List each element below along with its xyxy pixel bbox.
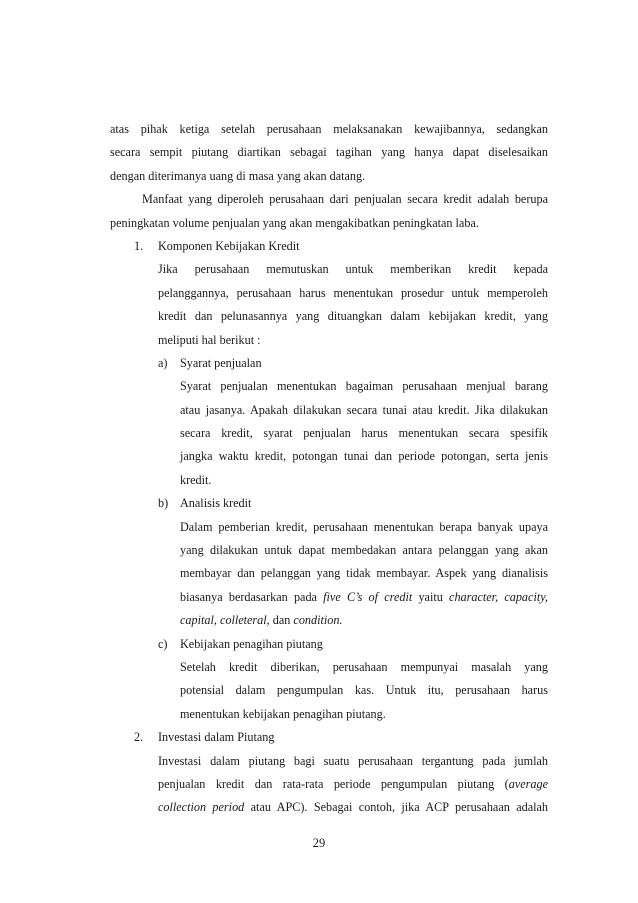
list-body-line: pelanggannya, perusahaan harus menentukan prosedur untuk memperoleh [158, 285, 548, 300]
list-body-line: Investasi dalam piutang bagi suatu perusahaan tergantung pada jumlah [158, 753, 548, 768]
page-number: 29 [312, 836, 326, 850]
paragraph-line: peningkatan volume penjualan yang akan mengakibatkan peningkatan laba. [110, 215, 479, 230]
italic-term: character, capacity, [449, 589, 548, 604]
paragraph-line: secara sempit piutang diartikan sebagai tagihan yang hanya dapat diselesaikan [110, 145, 548, 160]
sublist-body-line: kredit. [180, 472, 212, 487]
paragraph-line: Manfaat yang diperoleh perusahaan dari penjualan secara kredit adalah berupa [142, 192, 548, 207]
sublist-body-line: membayar dan pelanggan yang tidak membayar. Aspek yang dianalisis [180, 566, 548, 581]
list-body-line: meliputi hal berikut : [158, 332, 261, 347]
sublist-item-title: Analisis kredit [180, 496, 252, 511]
sublist-body-line: potensial dalam pengumpulan kas. Untuk itu, perusahaan harus [180, 683, 548, 698]
sublist-letter: c) [158, 636, 168, 651]
sublist-body-line: atau jasanya. Apakah dilakukan secara tunai atau kredit. Jika dilakukan [180, 402, 548, 417]
sublist-item-heading [110, 492, 548, 515]
text-run: biasanya berdasarkan pada [180, 589, 324, 604]
italic-term: five C’s of credit [323, 589, 413, 604]
list-number: 1. [134, 238, 144, 253]
list-item-heading [110, 235, 548, 258]
sublist-body-line [110, 586, 548, 609]
sublist-item-heading [110, 352, 548, 375]
sublist-body-line [110, 609, 548, 632]
sublist-body-line: Dalam pemberian kredit, perusahaan menentukan berapa banyak upaya [180, 519, 548, 534]
sublist-letter: b) [158, 496, 169, 511]
paragraph-line: dengan diterimanya uang di masa yang akan datang. [110, 168, 366, 183]
list-body-line [110, 773, 548, 796]
list-item-title: Investasi dalam Piutang [158, 730, 275, 745]
sublist-body-line: Syarat penjualan menentukan bagaiman perusahaan menjual barang [180, 379, 548, 394]
sublist-body-line: yang dilakukan untuk dapat membedakan antara pelanggan yang akan [180, 543, 548, 558]
list-body-line [110, 796, 548, 819]
list-item-heading [110, 726, 548, 749]
text-run: dan [269, 613, 294, 628]
list-body-line: Jika perusahaan memutuskan untuk memberikan kredit kepada [158, 262, 548, 277]
sublist-letter: a) [158, 355, 168, 370]
italic-term: capital, colleteral, [180, 613, 270, 628]
sublist-body-line: menentukan kebijakan penagihan piutang. [180, 706, 386, 721]
list-number: 2. [134, 730, 144, 745]
sublist-body-line: secara kredit, syarat penjualan harus menentukan secara spesifik [180, 426, 548, 441]
sublist-body-line: jangka waktu kredit, potongan tunai dan periode potongan, serta jenis [180, 449, 548, 464]
list-body-line: kredit dan pelunasannya yang dituangkan dalam kebijakan kredit, yang [158, 309, 548, 324]
italic-term: average [508, 776, 548, 791]
italic-term: condition. [293, 613, 343, 628]
sublist-body-line: Setelah kredit diberikan, perusahaan mempunyai masalah yang [180, 659, 548, 674]
sublist-item-title: Kebijakan penagihan piutang [180, 636, 323, 651]
italic-term: collection period [158, 800, 245, 815]
page-body [110, 118, 548, 820]
list-item-title: Komponen Kebijakan Kredit [158, 238, 300, 253]
sublist-item-heading [110, 633, 548, 656]
sublist-item-title: Syarat penjualan [180, 355, 262, 370]
text-run: yaitu [412, 589, 450, 604]
text-run: atau APC). Sebagai contoh, jika ACP perusahaan adalah [244, 800, 548, 815]
paragraph-line: atas pihak ketiga setelah perusahaan melaksanakan kewajibannya, sedangkan [110, 122, 548, 136]
text-run: penjualan kredit dan rata-rata periode pengumpulan piutang ( [158, 776, 509, 791]
